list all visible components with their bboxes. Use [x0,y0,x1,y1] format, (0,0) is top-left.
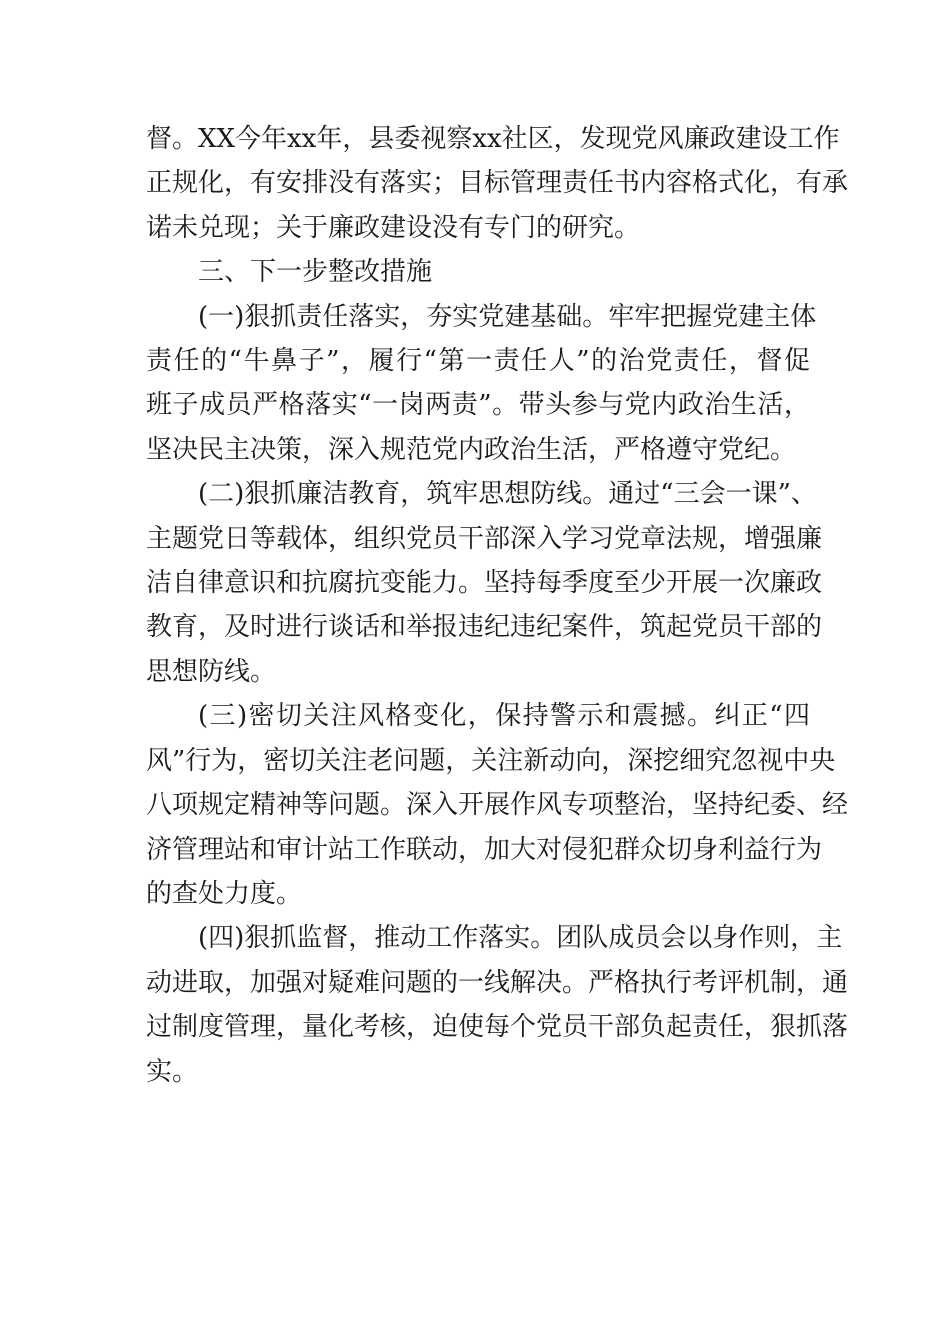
text-line: 济管理站和审计站工作联动，加大对侵犯群众切身利益行为 [146,834,823,865]
paragraph-measure-1 [146,295,817,473]
text-line: (二)狠抓廉洁教育，筑牢思想防线。通过“三会一课”、 [198,479,817,510]
text-line: 诺未兑现；关于廉政建设没有专门的研究。 [146,212,641,243]
text-line: 动进取，加强对疑难问题的一线解决。严格执行考评机制，通 [146,967,849,998]
text-line: (一)狠抓责任落实，夯实党建基础。牢牢把握党建主体 [198,301,817,332]
text-line: 正规化，有安排没有落实；目标管理责任书内容格式化，有承 [146,168,849,199]
text-line: 八项规定精神等问题。深入开展作风专项整治，坚持纪委、经 [146,790,849,821]
text-line: 主题党日等载体，组织党员干部深入学习党章法规，增强廉 [146,523,823,554]
text-line: 教育，及时进行谈话和举报违纪违纪案件，筑起党员干部的 [146,612,823,643]
text-line: 班子成员严格落实“一岗两责”。带头参与党内政治生活， [146,390,810,421]
text-line: 坚决民主决策，深入规范党内政治生活，严格遵守党纪。 [146,434,797,465]
paragraph-measure-3 [146,694,849,916]
text-line: 实。 [146,1056,199,1087]
paragraph-measure-4 [146,916,849,1094]
text-line: 责任的“牛鼻子”，履行“第一责任人”的治党责任，督促 [146,346,810,377]
text-line: 洁自律意识和抗腐抗变能力。坚持每季度至少开展一次廉政 [146,568,823,599]
text-line: 思想防线。 [146,656,277,687]
text-line: 督。XX今年xx年，县委视察xx社区，发现党风廉政建设工作 [146,124,840,154]
section-heading [146,250,810,294]
section-heading-text: 三、下一步整改措施 [198,257,433,288]
text-line: 风”行为，密切关注老问题，关注新动向，深挖细究忽视中央 [146,745,836,776]
paragraph-intro [146,117,849,250]
document-body [146,117,849,1094]
text-line: (四)狠抓监督，推动工作落实。团队成员会以身作则，主 [198,923,843,954]
text-line: 的查处力度。 [146,878,303,909]
text-line: (三)密切关注风格变化，保持警示和震撼。纠正“四 [198,701,810,732]
paragraph-measure-2 [146,472,823,694]
text-line: 过制度管理，量化考核，迫使每个党员干部负起责任，狠抓落 [146,1012,849,1043]
